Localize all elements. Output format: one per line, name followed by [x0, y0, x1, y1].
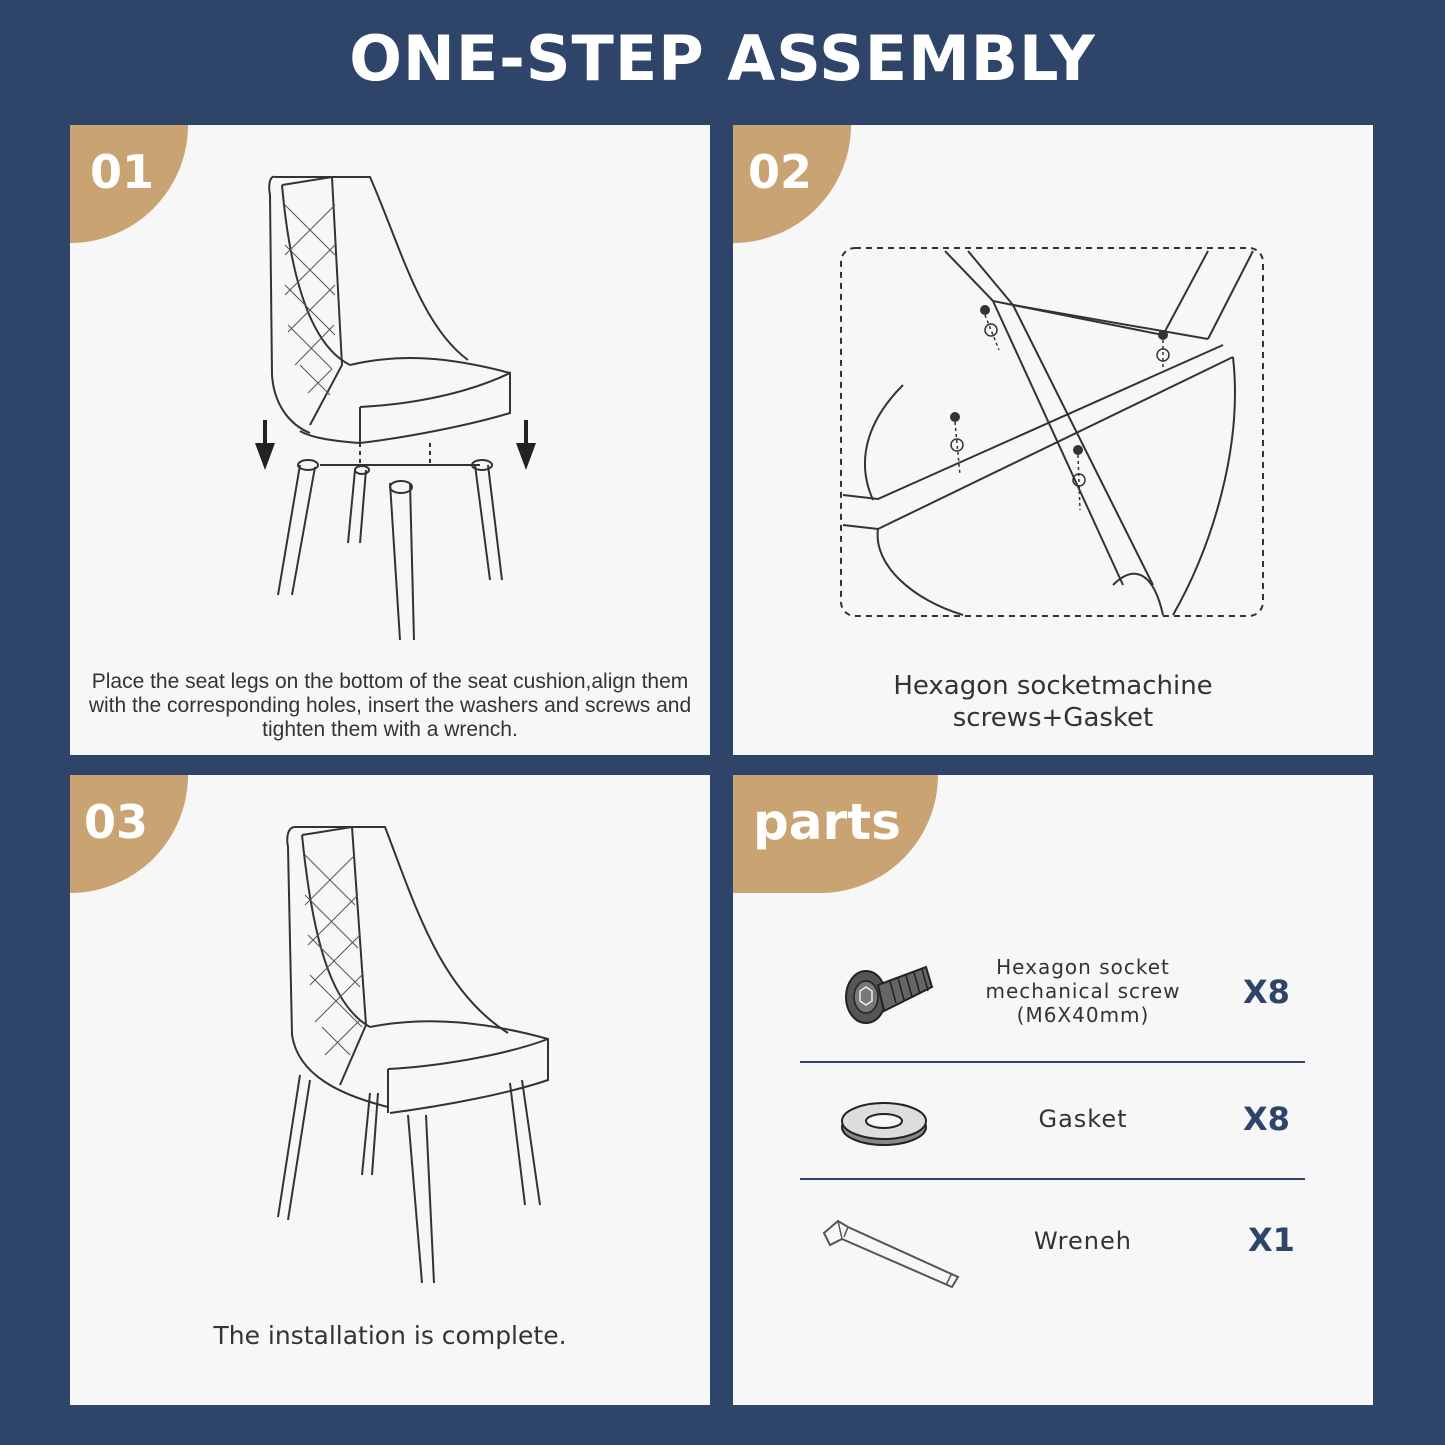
assembled-chair-illustration	[70, 775, 710, 1315]
chair-with-legs-illustration	[70, 125, 710, 665]
part-1-label-line-3: (M6X40mm)	[1016, 1003, 1150, 1027]
screw-detail-illustration	[733, 125, 1373, 625]
step-1-panel	[70, 125, 710, 755]
parts-badge-label: parts	[753, 793, 901, 851]
page-title: ONE-STEP ASSEMBLY	[349, 22, 1096, 95]
step-2-caption-line-1: Hexagon socketmachine	[893, 671, 1213, 701]
part-1-label	[968, 955, 1198, 1027]
step-3-number: 03	[84, 795, 149, 849]
part-1-label-line-1: Hexagon socket	[996, 955, 1170, 979]
step-2-number: 02	[748, 145, 813, 199]
parts-badge	[733, 775, 938, 893]
step-2-panel	[733, 125, 1373, 755]
hex-key-icon	[818, 1215, 968, 1295]
screw-icon	[838, 955, 938, 1035]
step-1-number: 01	[90, 145, 155, 199]
part-3-quantity: X1	[1248, 1221, 1295, 1259]
step-2-caption	[733, 670, 1373, 734]
part-3-label: Wreneh	[1034, 1227, 1132, 1255]
part-1-label-line-2: mechanical screw	[985, 979, 1181, 1003]
parts-divider-2	[800, 1178, 1305, 1180]
part-1-quantity: X8	[1243, 973, 1290, 1011]
step-3-caption: The installation is complete.	[213, 1321, 567, 1350]
part-2-label: Gasket	[1038, 1105, 1128, 1133]
parts-panel	[733, 775, 1373, 1405]
step-3-panel	[70, 775, 710, 1405]
washer-icon	[838, 1093, 938, 1153]
parts-divider-1	[800, 1061, 1305, 1063]
part-2-quantity: X8	[1243, 1100, 1290, 1138]
step-1-caption: Place the seat legs on the bottom of the seat cushion,align them with the corresponding holes, insert the washers and screws and tighten them with a wrench.	[88, 670, 692, 741]
step-2-caption-line-2: screws+Gasket	[952, 703, 1154, 733]
